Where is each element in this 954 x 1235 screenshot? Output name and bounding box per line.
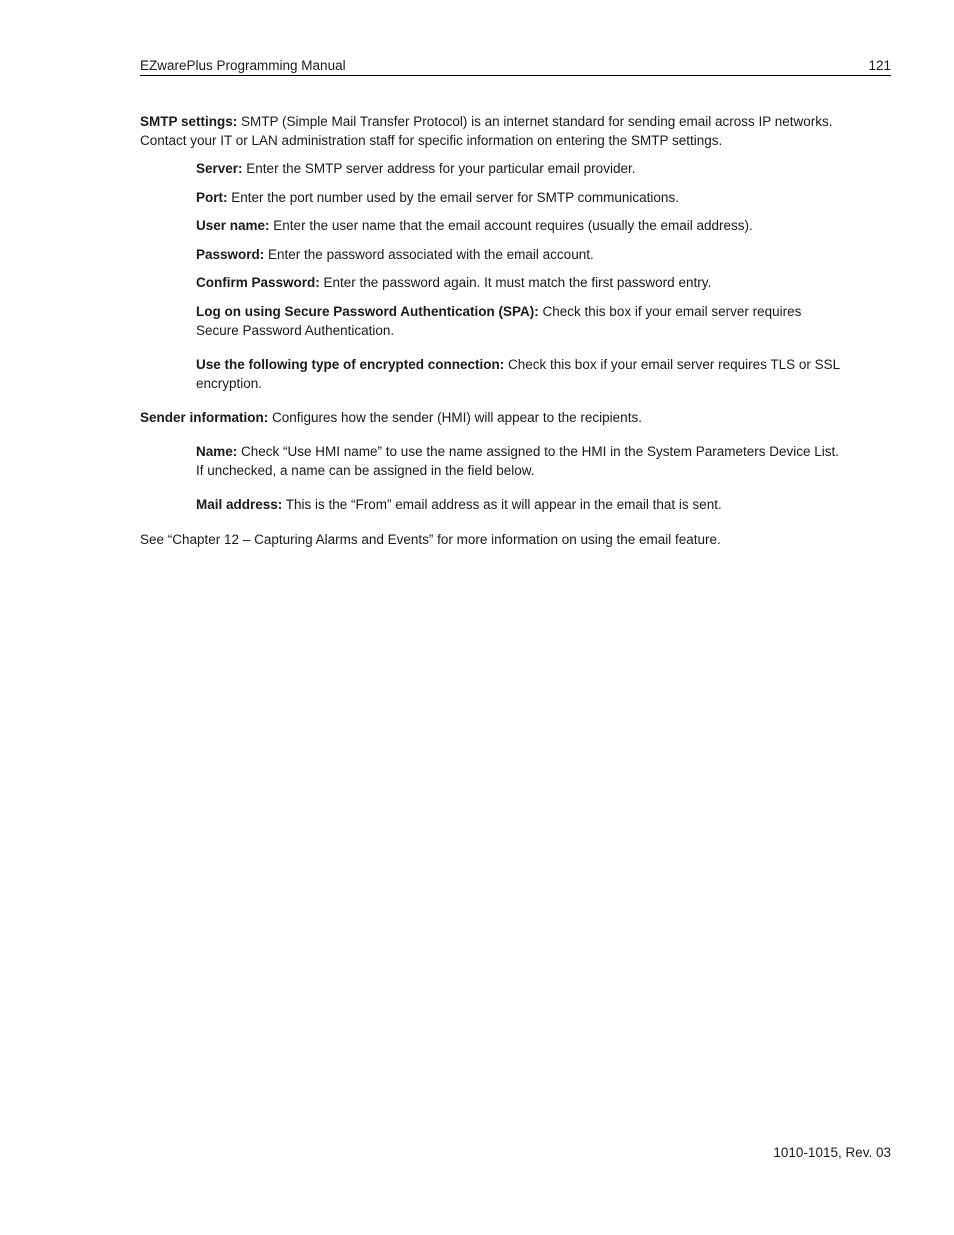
sender-name-item <box>196 442 840 480</box>
confirm-password-label: Confirm Password: <box>196 275 320 290</box>
spa-label: Log on using Secure Password Authentication (SPA): <box>196 303 539 319</box>
smtp-settings-text: SMTP (Simple Mail Transfer Protocol) is an internet standard for sending email across IP networks. Contact your IT or LAN administration staff for specific information on entering the SMTP settings. <box>140 114 833 148</box>
sender-name-label: Name: <box>196 443 238 459</box>
port-text: Enter the port number used by the email server for SMTP communications. <box>227 189 679 205</box>
password-label: Password: <box>196 246 265 262</box>
encryption-label: Use the following type of encrypted connection: <box>196 356 505 372</box>
mail-address-label: Mail address: <box>196 496 283 512</box>
page-body <box>140 112 840 549</box>
server-label: Server: <box>196 161 243 176</box>
closing-paragraph: See “Chapter 12 – Capturing Alarms and Events” for more information on using the email feature. <box>140 531 721 547</box>
mail-address-text: This is the “From” email address as it will appear in the email that is sent. <box>282 496 722 512</box>
spa-item <box>196 302 840 340</box>
spa-text: Check this box if your email server requires Secure Password Authentication. <box>196 303 802 338</box>
password-item <box>196 245 840 264</box>
page-header <box>140 57 891 76</box>
manual-title: EZwarePlus Programming Manual <box>140 58 346 73</box>
sender-name-text: Check “Use HMI name” to use the name assigned to the HMI in the System Parameters Device List. If unchecked, a name can be assigned in the field below. <box>196 443 840 478</box>
page-footer: 1010-1015, Rev. 03 <box>773 1145 891 1160</box>
user-name-text: Enter the user name that the email account requires (usually the email address). <box>269 218 753 233</box>
sender-information-label: Sender information: <box>140 409 269 425</box>
mail-address-item <box>196 495 840 514</box>
confirm-password-text: Enter the password again. It must match the first password entry. <box>319 275 712 290</box>
page-number: 121 <box>868 58 891 73</box>
sender-information-paragraph <box>140 408 840 427</box>
confirm-password-item <box>196 273 840 292</box>
password-text: Enter the password associated with the email account. <box>264 246 594 262</box>
port-label: Port: <box>196 189 228 205</box>
sender-information-text: Configures how the sender (HMI) will appear to the recipients. <box>268 409 642 425</box>
user-name-item <box>196 216 840 235</box>
smtp-settings-paragraph <box>140 112 840 150</box>
port-item <box>196 188 840 207</box>
server-text: Enter the SMTP server address for your particular email provider. <box>242 161 636 176</box>
encryption-text: Check this box if your email server requires TLS or SSL encryption. <box>196 356 840 391</box>
smtp-settings-label: SMTP settings: <box>140 114 238 129</box>
encryption-item <box>196 355 840 393</box>
server-item <box>196 159 840 178</box>
user-name-label: User name: <box>196 218 270 233</box>
